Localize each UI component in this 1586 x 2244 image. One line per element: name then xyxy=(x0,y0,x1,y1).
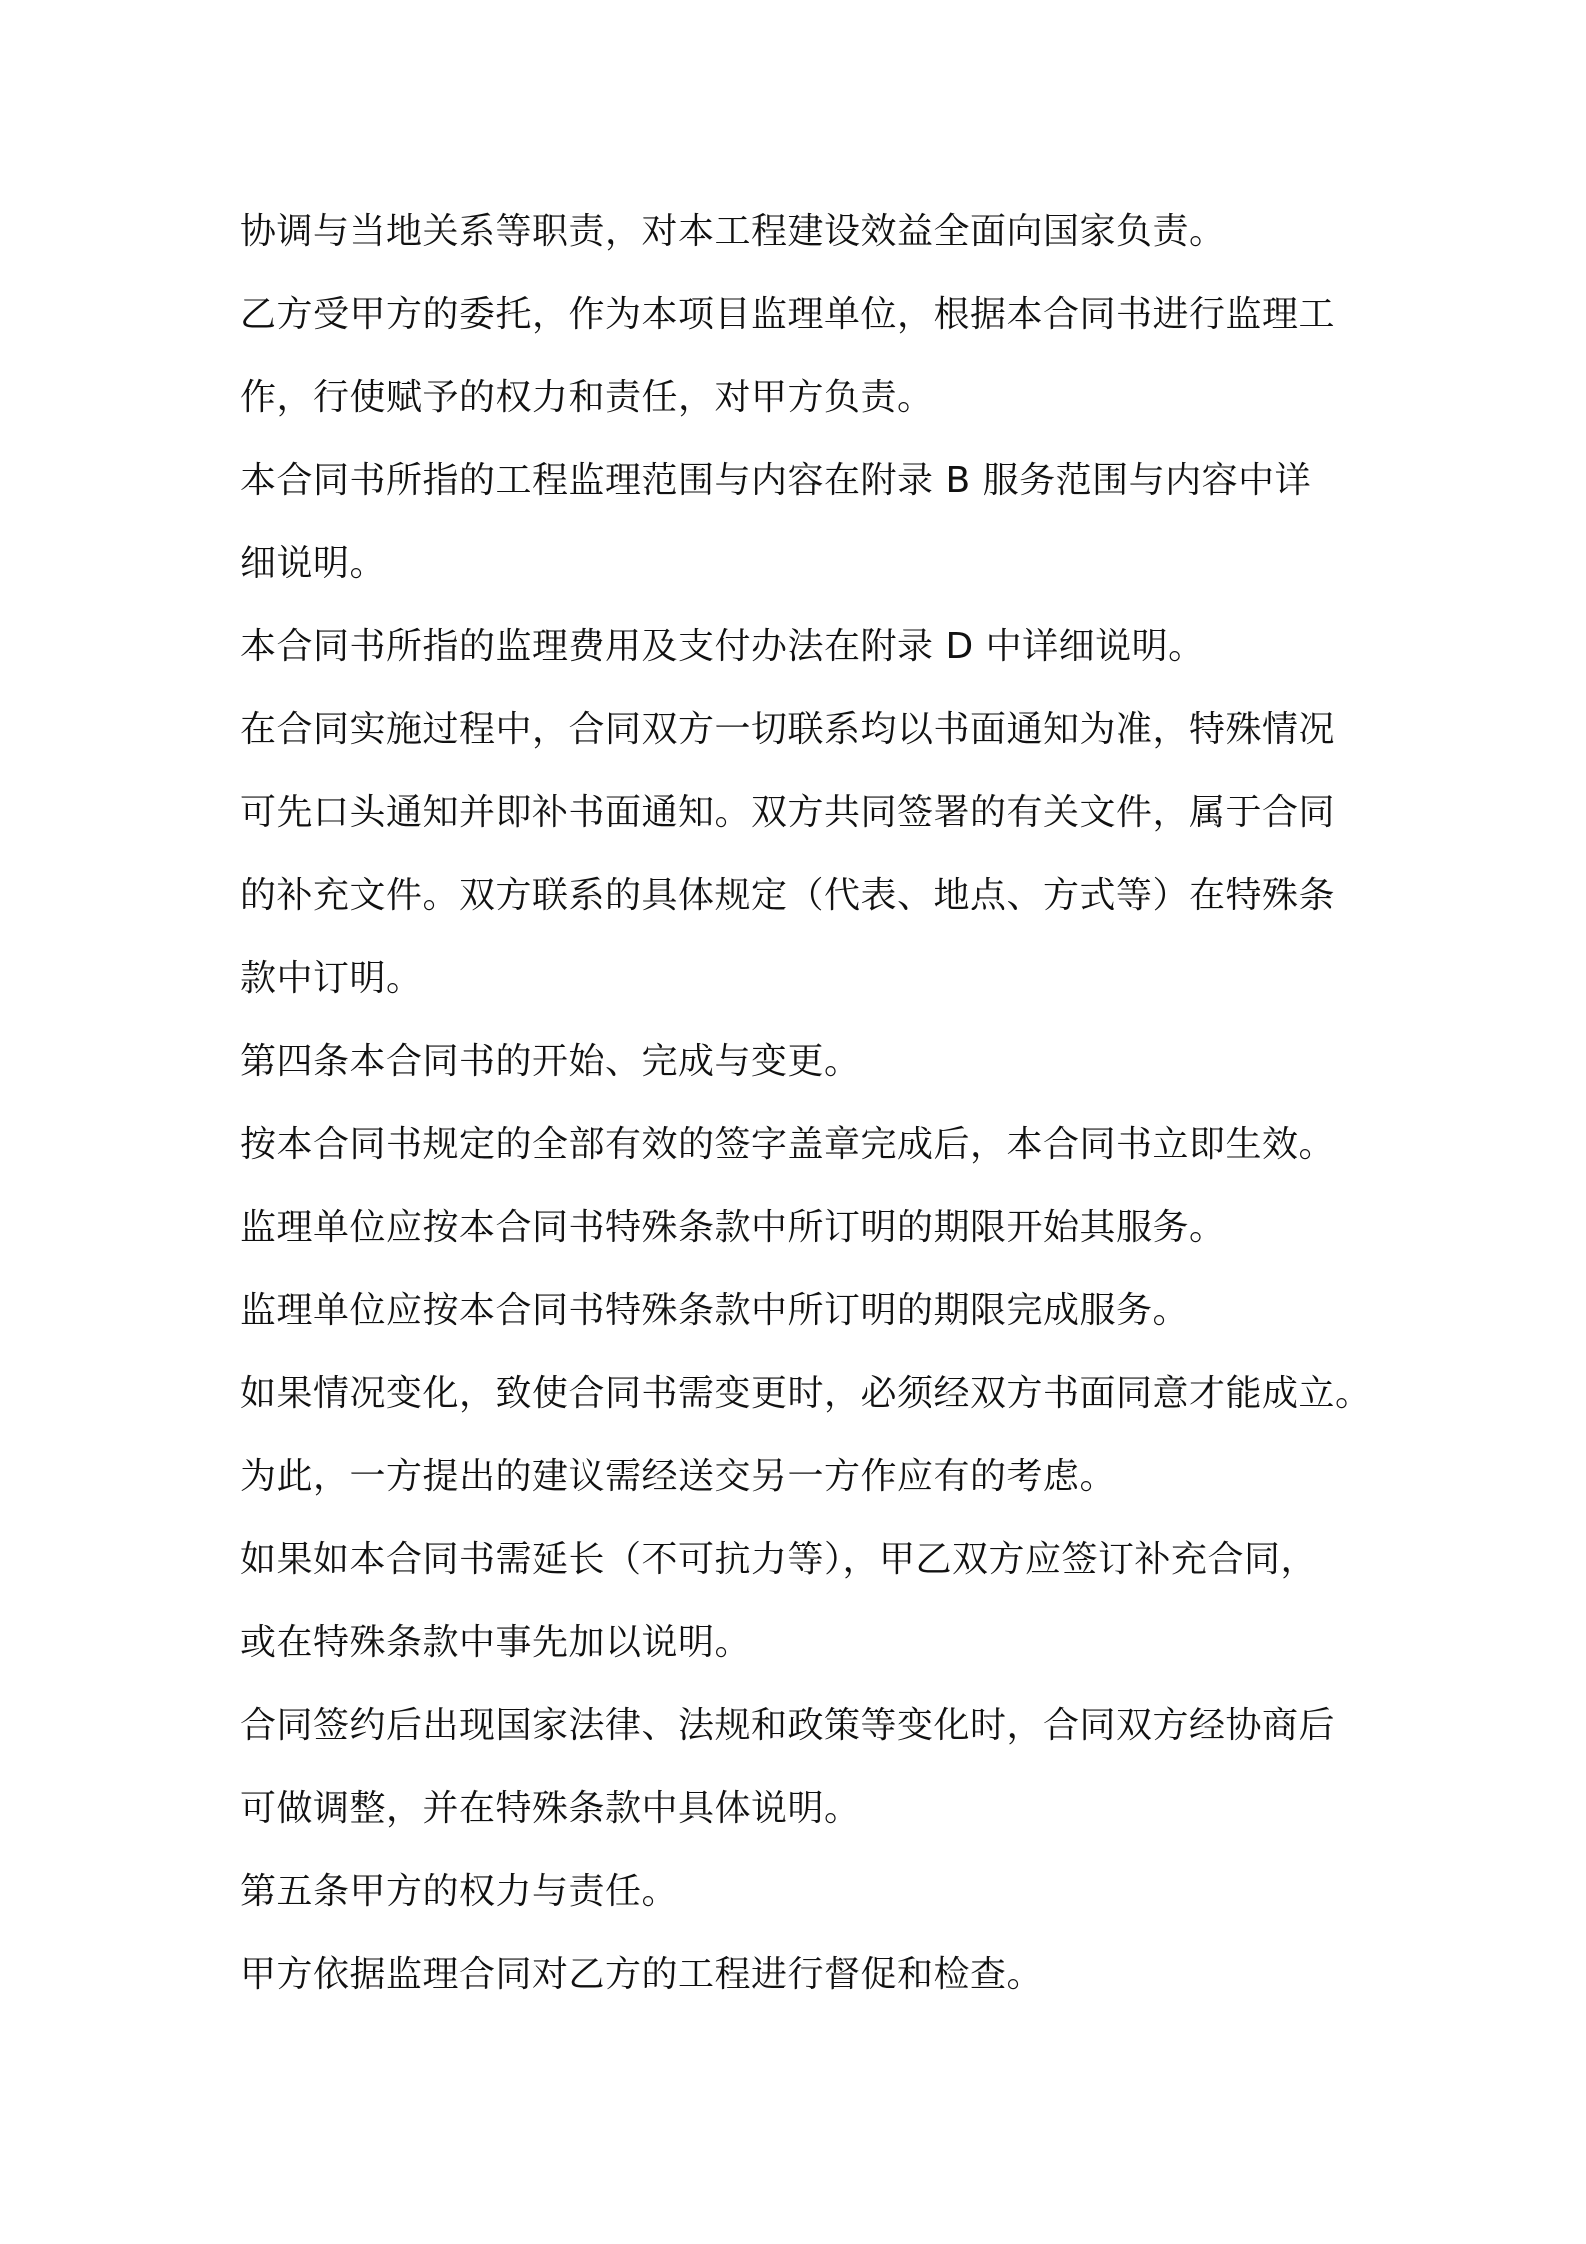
text-line: 本合同书所指的工程监理范围与内容在附录 B 服务范围与内容中详 xyxy=(240,460,1312,501)
text-line: 在合同实施过程中，合同双方一切联系均以书面通知为准，特殊情况 xyxy=(240,709,1336,750)
text-line: 或在特殊条款中事先加以说明。 xyxy=(240,1622,752,1663)
text-line: 甲方依据监理合同对乙方的工程进行督促和检查。 xyxy=(240,1954,1044,1995)
text-line: 本合同书所指的监理费用及支付办法在附录 D 中详细说明。 xyxy=(240,626,1205,667)
text-line: 为此，一方提出的建议需经送交另一方作应有的考虑。 xyxy=(240,1456,1117,1497)
text-line: 款中订明。 xyxy=(240,958,423,999)
text-line: 作，行使赋予的权力和责任，对甲方负责。 xyxy=(240,377,934,418)
text-line: 可做调整，并在特殊条款中具体说明。 xyxy=(240,1788,861,1829)
text-line: 细说明。 xyxy=(240,543,387,584)
section-heading: 第四条本合同书的开始、完成与变更。 xyxy=(240,1041,861,1082)
text-line: 协调与当地关系等职责，对本工程建设效益全面向国家负责。 xyxy=(240,211,1226,252)
text-line: 按本合同书规定的全部有效的签字盖章完成后，本合同书立即生效。 xyxy=(240,1124,1336,1165)
text-line: 监理单位应按本合同书特殊条款中所订明的期限开始其服务。 xyxy=(240,1207,1226,1248)
text-line: 可先口头通知并即补书面通知。双方共同签署的有关文件，属于合同 xyxy=(240,792,1336,833)
text-line: 合同签约后出现国家法律、法规和政策等变化时，合同双方经协商后 xyxy=(240,1705,1336,1746)
section-heading: 第五条甲方的权力与责任。 xyxy=(240,1871,679,1912)
text-line: 的补充文件。双方联系的具体规定（代表、地点、方式等）在特殊条 xyxy=(240,875,1336,916)
text-line: 如果情况变化，致使合同书需变更时，必须经双方书面同意才能成立。 xyxy=(240,1373,1372,1414)
text-line: 监理单位应按本合同书特殊条款中所订明的期限完成服务。 xyxy=(240,1290,1190,1331)
document-body xyxy=(240,190,1372,2016)
text-line: 乙方受甲方的委托，作为本项目监理单位，根据本合同书进行监理工 xyxy=(240,294,1336,335)
text-line: 如果如本合同书需延长（不可抗力等），甲乙双方应签订补充合同， xyxy=(240,1539,1318,1580)
